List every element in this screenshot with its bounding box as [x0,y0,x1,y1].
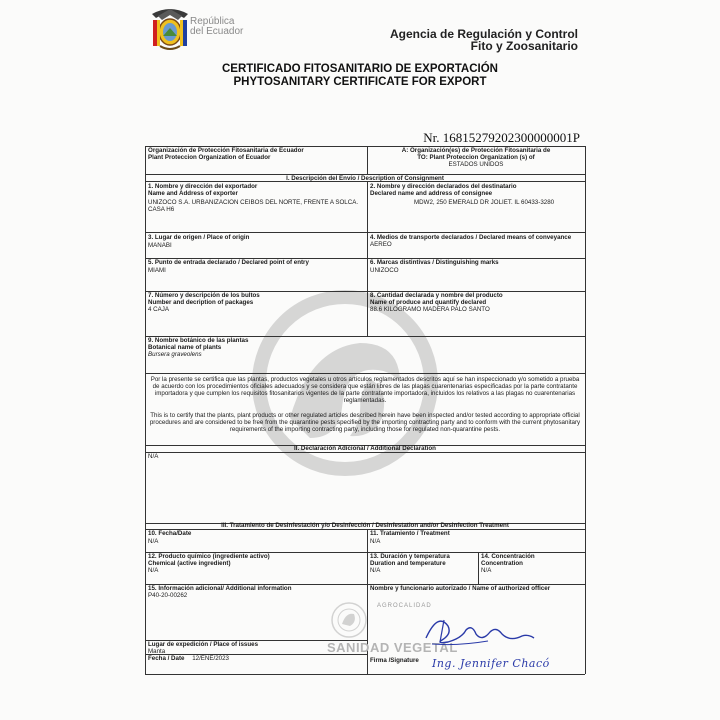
conveyance-label: 4. Medios de transporte declarados / Declared means of conveyance [370,234,572,241]
origin-label: 3. Lugar de origen / Place of origin [148,234,250,241]
place-of-issue-value: Manta [148,647,166,655]
issue-date-label: Fecha / Date [148,655,185,662]
duration-label-en: Duration and temperature [370,559,446,567]
logo-line-1: República [190,16,235,27]
logo-text [190,17,243,37]
exporter-value: UNIZOCO S.A. URBANIZACION CEIBOS DEL NORTE, FRENTE A SOLCA. CASA H6 [148,198,359,213]
marks-label: 6. Marcas distintivas / Distinguishing marks [370,259,499,266]
exporter-field [146,183,368,233]
certificate-number: Nr. 16815279202300000001P [423,130,580,145]
destination-country: ESTADOS UNIDOS [448,160,504,168]
consignee-label-es: 2. Nombre y dirección declarados del destinatario [370,183,517,190]
concentration-value: N/A [481,566,492,574]
packages-field [146,292,368,336]
concentration-label-es: 14. Concentración [481,553,535,560]
additional-info-label: 15. Información adicional/ Additional information [148,585,292,592]
logo-line-2: del Ecuador [190,26,244,37]
product-field [368,292,584,336]
treatment-field [368,530,584,552]
botanical-name-field [146,337,584,373]
product-label-en: Name of produce and quantify declared [370,298,487,306]
botanical-value: Bursera graveolens [148,350,202,358]
treatment-label: 11. Tratamiento / Treatment [370,530,450,537]
consignee-label-en: Declared name and address of consignee [370,189,493,197]
official-stamp-icon [326,600,372,640]
title-en: PHYTOSANITARY CERTIFICATE FOR EXPORT [233,76,487,88]
origin-org-label-es: Organización de Protección Fitosanitaria de Ecuador [148,147,304,154]
origin-value: MANABI [148,241,172,249]
treatment-date-value: N/A [148,537,159,545]
product-label-es: 8. Cantidad declarada y nombre del producto [370,292,503,299]
certification-text-es: Por la presente se certifica que las plantas, productos vegetales u otros artículos reglamentados descritos aquí se han inspeccionado y/o sometido a prueba de acuerdo con los procedimientos oficiales adecuados y se considera que están libres de las plagas cuarentenarias especificadas por la parte contratante importadora y que cumplen los requisitos fitosanitarios vigentes de la parte contratante importadora, incluidos los relativos a las plagas no cuarentenarias reglamentadas. [150,376,580,404]
concentration-label-en: Concentration [481,559,523,567]
certification-text-en: This is to certify that the plants, plant products or other regulated articles described herein have been inspected and/or tested according to appropriate official procedures and are considered to be free from the quarantine pests specified by the importing contracting party and to conform with the current phytosanitary requirements of the importing contracting party, including those for regulated non-quarantine pests. [149,412,581,433]
treatment-value: N/A [370,537,381,545]
entry-point-label: 5. Punto de entrada declarado / Declared point of entry [148,259,309,266]
section-3-title: III. Tratamiento de Desinfestación y/o Desinfección / Desinfestation and/or Desinfection Treatment [221,522,509,529]
destination-org-label-es: A: Organización(es) de Protección Fitosanitaria de [401,147,551,154]
origin-org-label-en: Plant Proteccion Organization of Ecuador [148,153,271,161]
chemical-field [146,553,368,584]
exporter-label-en: Name and Address of exporter [148,189,238,197]
authorized-officer-label: Nombre y funcionario autorizado / Name of authorized officer [370,585,551,592]
agency-line-2: Fito y Zoosanitario [470,39,578,53]
destination-org [368,147,584,174]
consignee-field [368,183,584,233]
packages-label-es: 7. Número y descripción de los bultos [148,292,260,299]
exporter-label-es: 1. Nombre y dirección del exportador [148,183,258,190]
section-2-title: II. Declaración Adicional / Additional Declaration [294,445,436,452]
signature-label: Firma /Signature [370,657,419,664]
chemical-value: N/A [148,566,159,574]
section-1-title: I. Descripción del Envío / Description of Consignment [286,175,444,182]
duration-value: N/A [370,566,381,574]
botanical-label-es: 9. Nombre botánico de las plantas [148,337,249,344]
officer-signature-name: Ing. Jennifer Chacó [432,657,550,670]
marks-value: UNIZOCO [370,266,399,274]
treatment-date-field [146,530,368,552]
ecuador-coat-of-arms-icon [148,6,192,52]
marks-field [368,259,584,291]
additional-info-value: P40-20-00262 [148,591,188,599]
chemical-label-es: 12. Producto químico (ingrediente activo) [148,553,270,560]
packages-label-en: Number and decription of packages [148,298,254,306]
concentration-field [479,553,584,584]
entry-point-field [146,259,368,291]
conveyance-value: AEREO [370,240,392,248]
treatment-date-label: 10. Fecha/Date [148,530,192,537]
title-es: CERTIFICADO FITOSANITARIO DE EXPORTACIÓN [221,63,498,75]
place-of-issue-label: Lugar de expedición / Place of issues [148,641,259,648]
duration-field [368,553,478,584]
origin-field [146,234,368,259]
entry-point-value: MIAMI [148,266,166,274]
destination-org-label-en: TO: Plant Proteccion Organization (s) of [417,153,535,161]
product-value: 88.6 KILOGRAMO MADERA PALO SANTO [370,305,490,313]
packages-value: 4 CAJA [148,305,169,313]
sanidad-vegetal-stamp: SANIDAD VEGETAL [327,640,458,655]
additional-declaration-value: N/A [148,453,159,460]
certificate-title [0,63,720,89]
issue-date-field [146,655,368,665]
agency-name [390,28,578,52]
botanical-label-en: Botanical name of plants [148,343,222,351]
officer-signature-icon [418,608,538,652]
stamp-line-1: AGROCALIDAD [377,603,432,609]
conveyance-field [368,234,584,259]
agency-line-1: Agencia de Regulación y Control [389,27,578,41]
duration-label-es: 13. Duración y temperatura [370,553,450,560]
consignee-value: MDW2, 250 EMERALD DR JOLIET. IL 60433-3280 [414,198,555,206]
issue-date-value: 12/ENE/2023 [192,655,229,662]
chemical-label-en: Chemical (active ingredient) [148,559,231,567]
origin-org-label [146,147,368,174]
